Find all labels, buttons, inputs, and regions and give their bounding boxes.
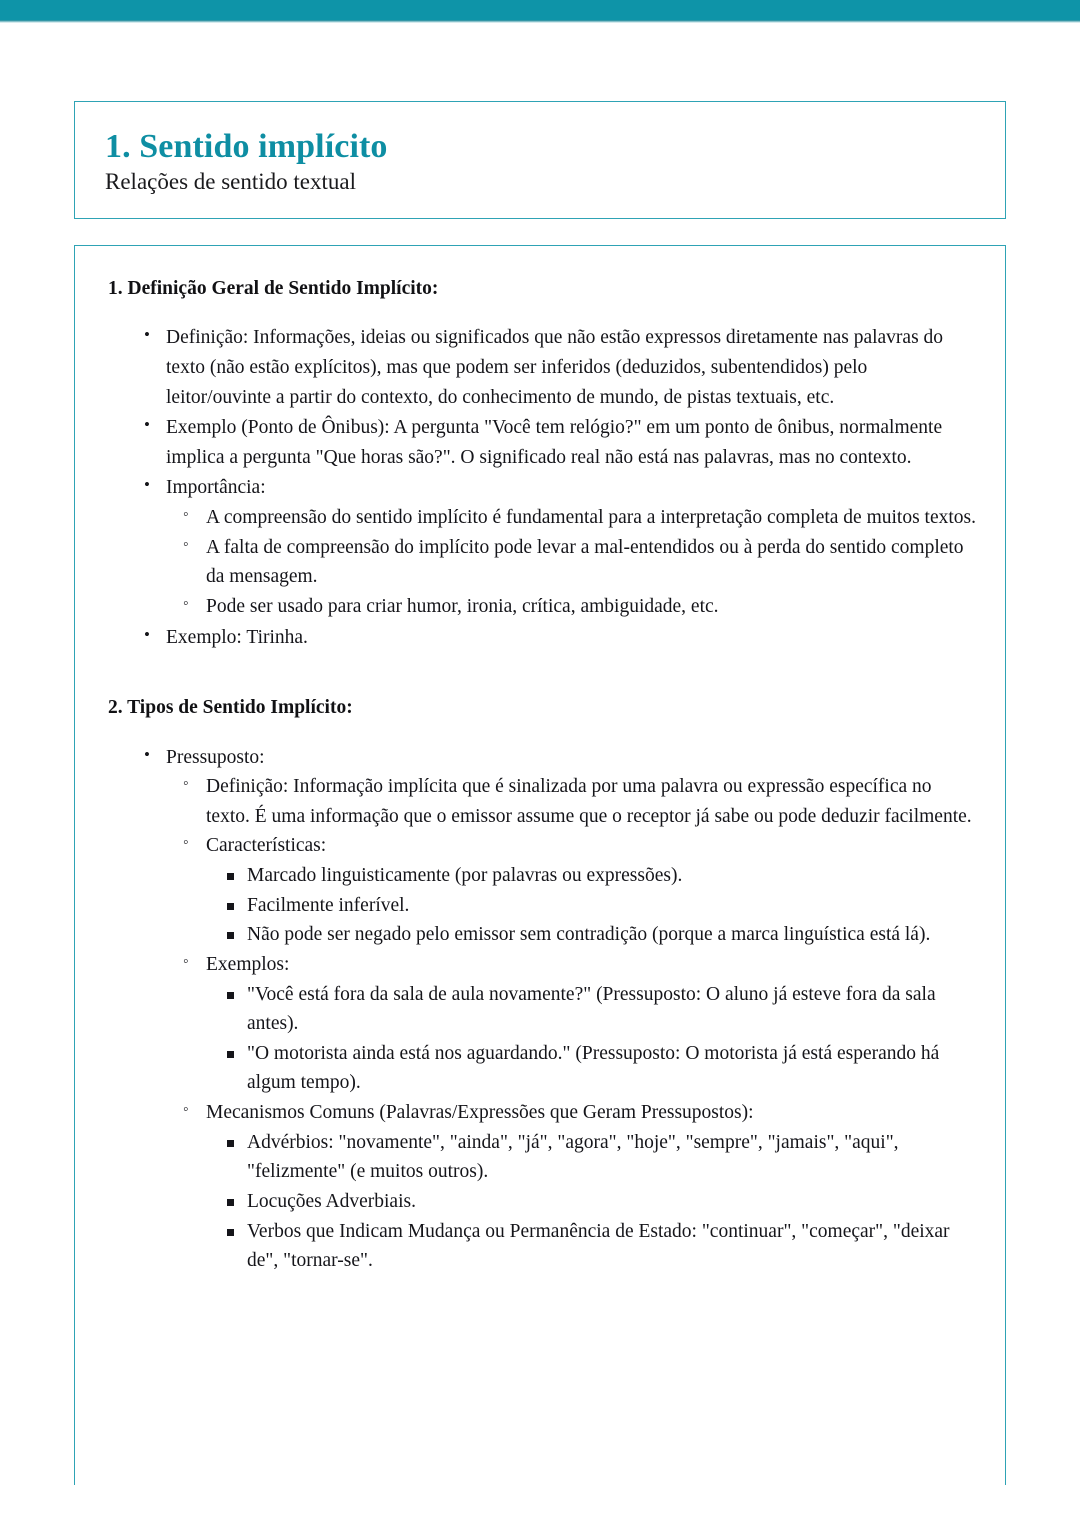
- list-item-text: Marcado linguisticamente (por palavras ou expressões).: [247, 865, 683, 887]
- list-item: [183, 1098, 977, 1276]
- list-item-text: • Definição: Informações, ideias ou significados que não estão expressos diretamente nas palavras do texto (não estão explícitos), mas que podem ser inferidos (deduzidos, subentendidos) pelo leitor/ouvinte a partir do contexto, do conhecimento de mundo, de pistas textuais, etc.: [166, 327, 944, 408]
- bullet-list-level-1: [108, 743, 977, 1276]
- bullet-list-level-1: [108, 323, 977, 652]
- sections-container: [108, 276, 977, 1276]
- list-item: [144, 473, 977, 621]
- list-item-text: • Exemplo: Tirinha.: [166, 626, 308, 648]
- list-item: [224, 1217, 977, 1276]
- page-title: 1. Sentido implícito: [105, 128, 388, 165]
- list-item: [144, 743, 977, 1276]
- top-accent-bar: [0, 0, 1080, 20]
- list-item: [183, 950, 977, 1098]
- list-item: [183, 772, 977, 831]
- list-item: [183, 503, 977, 533]
- bullet-list-level-2: [166, 772, 977, 1276]
- list-item: [224, 1187, 977, 1217]
- list-item-text: "Você está fora da sala de aula novamente?" (Pressuposto: O aluno já esteve fora da sala antes).: [247, 983, 936, 1035]
- bullet-list-level-3: [206, 980, 977, 1099]
- content-card: [74, 245, 1006, 1485]
- list-item: [144, 323, 977, 412]
- list-item-text: ◦ Pode ser usado para criar humor, ironia, crítica, ambiguidade, etc.: [206, 595, 719, 617]
- list-item: [183, 831, 977, 950]
- section-heading: 2. Tipos de Sentido Implícito:: [108, 697, 353, 719]
- bullet-list-level-3: [206, 1128, 977, 1276]
- list-item-text: ◦ Mecanismos Comuns (Palavras/Expressões que Geram Pressupostos):: [206, 1102, 754, 1124]
- list-item-text: • Exemplo (Ponto de Ônibus): A pergunta "Você tem relógio?" em um ponto de ônibus, normalmente implica a pergunta "Que horas são?". O significado real não está nas palavras, mas no contexto.: [166, 417, 943, 468]
- list-item: [224, 891, 977, 921]
- document-page: [0, 101, 1080, 1485]
- list-item: [224, 980, 977, 1039]
- list-item-text: • Importância:: [166, 477, 266, 499]
- top-accent-bar-shadow: [0, 20, 1080, 23]
- page-subtitle: Relações de sentido textual: [105, 168, 357, 194]
- list-item-text: Verbos que Indicam Mudança ou Permanência de Estado: "continuar", "começar", "deixar de", "tornar-se".: [247, 1220, 950, 1272]
- list-item: [224, 861, 977, 891]
- list-item-text: ◦ A compreensão do sentido implícito é fundamental para a interpretação completa de muitos textos.: [206, 507, 977, 529]
- section-heading: 1. Definição Geral de Sentido Implícito:: [108, 278, 439, 299]
- list-item-text: Locuções Adverbiais.: [247, 1190, 416, 1212]
- list-item-text: ◦ Definição: Informação implícita que é sinalizada por uma palavra ou expressão específica no texto. É uma informação que o emissor assume que o receptor já sabe ou pode deduzir facilmente.: [206, 776, 972, 827]
- title-card: [74, 101, 1006, 219]
- list-item: [144, 623, 977, 653]
- list-item-text: ◦ Exemplos:: [206, 953, 290, 975]
- list-item: [183, 533, 977, 592]
- bullet-list-level-2: [166, 503, 977, 622]
- list-item-text: Não pode ser negado pelo emissor sem contradição (porque a marca linguística está lá).: [247, 924, 931, 946]
- list-item: [224, 920, 977, 950]
- bullet-list-level-3: [206, 861, 977, 950]
- list-item-text: ◦ A falta de compreensão do implícito pode levar a mal-entendidos ou à perda do sentido completo da mensagem.: [206, 536, 964, 588]
- list-item: [183, 592, 977, 622]
- list-item-text: Facilmente inferível.: [247, 894, 410, 916]
- list-item: [144, 413, 977, 472]
- list-item-text: • Pressuposto:: [166, 746, 265, 768]
- list-item-text: Advérbios: "novamente", "ainda", "já", "agora", "hoje", "sempre", "jamais", "aqui", "felizmente" (e muitos outros).: [247, 1131, 899, 1183]
- list-item: [224, 1039, 977, 1098]
- list-item-text: "O motorista ainda está nos aguardando." (Pressuposto: O motorista já está esperando há algum tempo).: [247, 1042, 940, 1094]
- list-item-text: ◦ Características:: [206, 835, 327, 857]
- list-item: [224, 1128, 977, 1187]
